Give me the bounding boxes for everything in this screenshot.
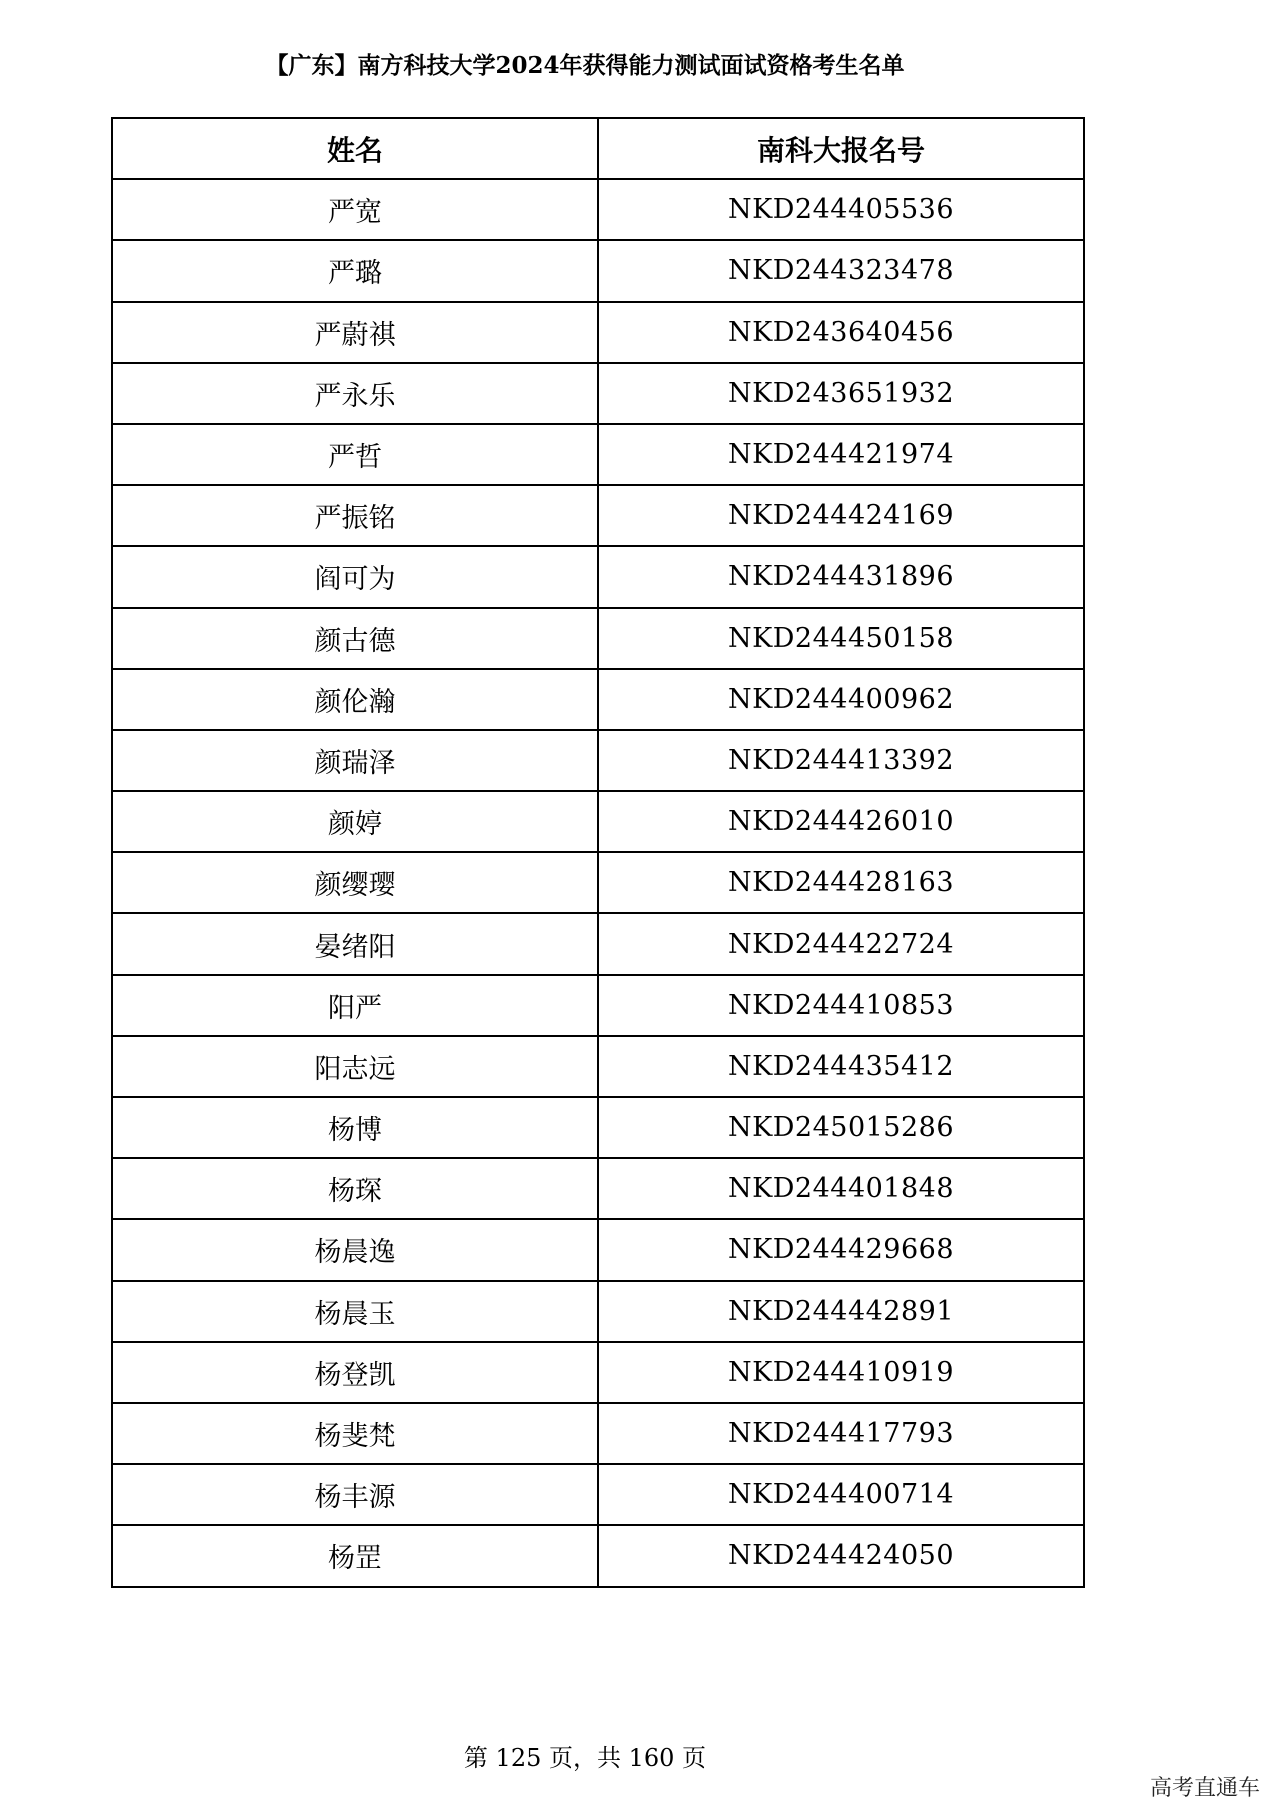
registration-number: NKD244431896: [598, 546, 1084, 607]
table-row: [112, 1403, 1084, 1464]
table-row: [112, 1097, 1084, 1158]
registration-number: NKD244405536: [598, 179, 1084, 240]
candidate-name: 阎可为: [112, 546, 598, 607]
registration-number: NKD244424169: [598, 485, 1084, 546]
candidate-name: 严蔚祺: [112, 302, 598, 363]
registration-number: NKD244426010: [598, 791, 1084, 852]
candidate-name: 阳志远: [112, 1036, 598, 1097]
candidate-name: 杨斐梵: [112, 1403, 598, 1464]
candidate-table: [111, 117, 1085, 1588]
candidate-name: 颜缨璎: [112, 852, 598, 913]
registration-number: NKD244435412: [598, 1036, 1084, 1097]
candidate-name: 严振铭: [112, 485, 598, 546]
candidate-name: 杨登凯: [112, 1342, 598, 1403]
registration-number: NKD245015286: [598, 1097, 1084, 1158]
table-row: [112, 975, 1084, 1036]
table-row: [112, 852, 1084, 913]
candidate-name: 颜瑞泽: [112, 730, 598, 791]
watermark-text: 高考直通车: [1149, 1776, 1260, 1801]
candidate-name: 严永乐: [112, 363, 598, 424]
candidate-name: 阳严: [112, 975, 598, 1036]
page-number: 第 125 页，共 160 页: [463, 1744, 707, 1772]
registration-number: NKD244410919: [598, 1342, 1084, 1403]
registration-number: NKD244450158: [598, 608, 1084, 669]
candidate-name: 杨博: [112, 1097, 598, 1158]
table-row: [112, 424, 1084, 485]
table-row: [112, 608, 1084, 669]
registration-number: NKD244422724: [598, 913, 1084, 974]
candidate-name: 杨琛: [112, 1158, 598, 1219]
table-row: [112, 546, 1084, 607]
registration-number: NKD244424050: [598, 1525, 1084, 1586]
candidate-name: 颜古德: [112, 608, 598, 669]
table-row: [112, 1342, 1084, 1403]
table-row: [112, 179, 1084, 240]
table-row: [112, 730, 1084, 791]
candidate-name: 严璐: [112, 240, 598, 301]
table-row: [112, 485, 1084, 546]
table-row: [112, 1219, 1084, 1280]
table-row: [112, 302, 1084, 363]
registration-number: NKD244417793: [598, 1403, 1084, 1464]
table-row: [112, 363, 1084, 424]
registration-number: NKD244429668: [598, 1219, 1084, 1280]
table-row: [112, 669, 1084, 730]
registration-number: NKD244410853: [598, 975, 1084, 1036]
registration-number: NKD243651932: [598, 363, 1084, 424]
registration-number: NKD244400714: [598, 1464, 1084, 1525]
candidate-name: 杨罡: [112, 1525, 598, 1586]
registration-number: NKD244421974: [598, 424, 1084, 485]
registration-number: NKD244413392: [598, 730, 1084, 791]
table-row: [112, 1525, 1084, 1586]
registration-number: NKD244400962: [598, 669, 1084, 730]
candidate-name: 晏绪阳: [112, 913, 598, 974]
candidate-name: 严宽: [112, 179, 598, 240]
candidate-name: 杨晨逸: [112, 1219, 598, 1280]
candidate-name: 严哲: [112, 424, 598, 485]
candidate-name: 杨丰源: [112, 1464, 598, 1525]
registration-number: NKD243640456: [598, 302, 1084, 363]
registration-number: NKD244442891: [598, 1281, 1084, 1342]
registration-number: NKD244401848: [598, 1158, 1084, 1219]
candidate-name: 杨晨玉: [112, 1281, 598, 1342]
registration-number: NKD244428163: [598, 852, 1084, 913]
page-title: 【广东】南方科技大学2024年获得能力测试面试资格考生名单: [265, 52, 905, 79]
table-row: [112, 1158, 1084, 1219]
registration-number: NKD244323478: [598, 240, 1084, 301]
column-header-name: 姓名: [112, 118, 598, 179]
table-row: [112, 913, 1084, 974]
table-row: [112, 791, 1084, 852]
table-row: [112, 1281, 1084, 1342]
table-row: [112, 1464, 1084, 1525]
table-row: [112, 1036, 1084, 1097]
candidate-name: 颜伦瀚: [112, 669, 598, 730]
table-header-row: [112, 118, 1084, 179]
table-row: [112, 240, 1084, 301]
column-header-code: 南科大报名号: [598, 118, 1084, 179]
candidate-name: 颜婷: [112, 791, 598, 852]
